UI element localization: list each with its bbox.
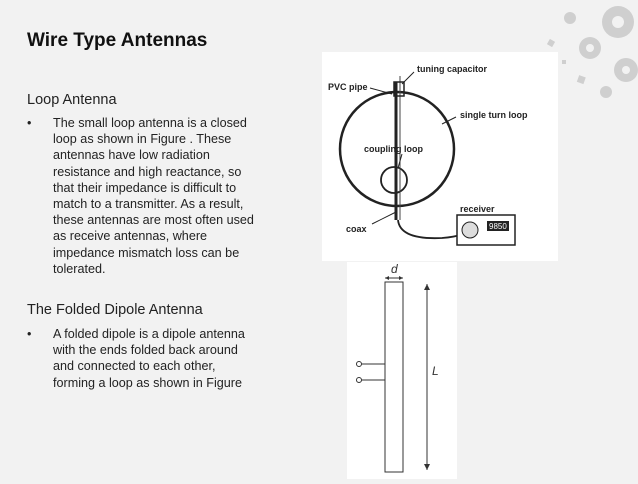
folded-dipole-bullet [27, 326, 292, 396]
folded-dipole-icon [385, 282, 403, 472]
text-line: A folded dipole is a dipole antenna [53, 327, 245, 341]
text-line: with the ends folded back around [53, 343, 238, 358]
text-line: antennas have low radiation [53, 148, 210, 163]
pvc-pipe-label: PVC pipe [328, 82, 368, 92]
slide-title: Wire Type Antennas [27, 30, 208, 51]
text-line: as receive antennas, where [53, 229, 208, 244]
coupling-loop-label: coupling loop [364, 144, 423, 154]
text-line: match to a transmitter. As a result, [53, 197, 244, 212]
text-line: loop as shown in Figure . These [53, 132, 232, 147]
text-line: tolerated. [53, 261, 106, 276]
single-turn-loop-label: single turn loop [460, 110, 528, 120]
text-line: impedance mismatch loss can be [53, 245, 240, 260]
text-line: that their impedance is difficult to [53, 180, 237, 195]
folded-dipole-heading: The Folded Dipole Antenna [27, 302, 203, 318]
receiver-icon [457, 215, 515, 245]
text-line: The small loop antenna is a closed [53, 116, 247, 130]
receiver-display: 9850 [489, 222, 507, 231]
text-line: and connected to each other, [53, 359, 216, 374]
loop-antenna-bullet [27, 115, 292, 280]
text-line: these antennas are most often used [53, 213, 254, 228]
text-line: resistance and high reactance, so [53, 164, 242, 179]
folded-dipole-figure [347, 262, 457, 479]
gear-icon [564, 12, 576, 24]
bullet-icon: • [27, 327, 32, 341]
feed-terminal-icon [357, 378, 362, 383]
folded-dipole-text [53, 326, 293, 391]
tuning-capacitor-label: tuning capacitor [417, 64, 488, 74]
loop-antenna-figure [322, 52, 558, 261]
loop-antenna-heading: Loop Antenna [27, 92, 117, 108]
text-line: forming a loop as shown in Figure [53, 375, 243, 390]
receiver-label: receiver [460, 204, 495, 214]
feed-terminal-icon [357, 362, 362, 367]
gear-icon [600, 86, 612, 98]
loop-antenna-text [53, 115, 293, 277]
coupling-loop-icon [381, 167, 407, 193]
dimension-l-label: L [432, 364, 439, 378]
coax-label: coax [346, 224, 367, 234]
dimension-d-label: d [391, 262, 398, 276]
bullet-icon: • [27, 116, 32, 130]
